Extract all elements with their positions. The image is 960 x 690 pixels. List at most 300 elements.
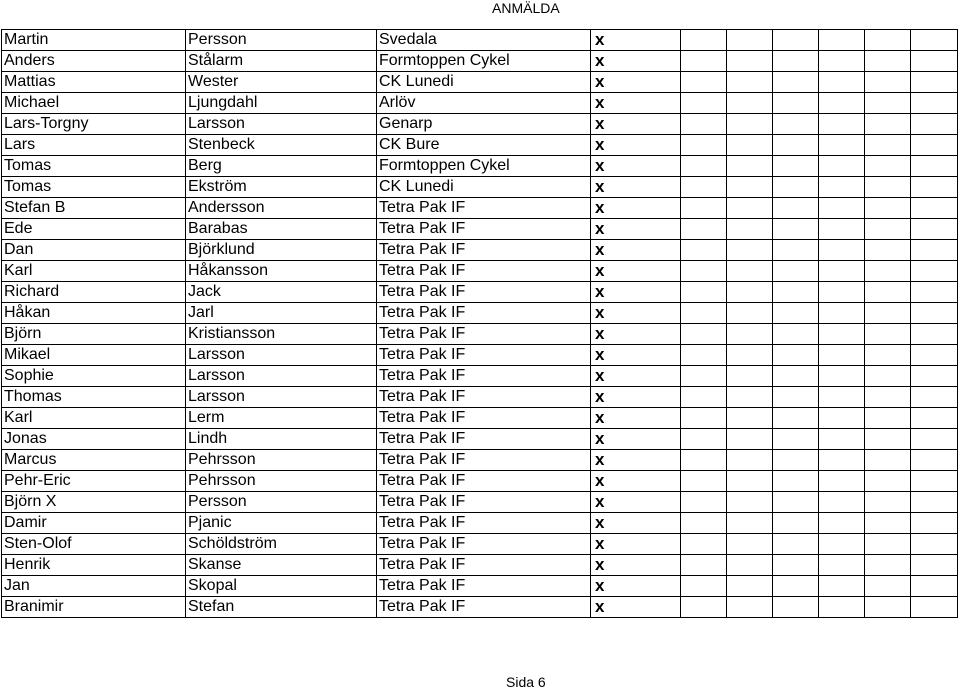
empty-cell (911, 51, 958, 72)
last-name-cell: Stålarm (186, 51, 377, 72)
empty-cell (727, 30, 773, 51)
empty-cell (681, 366, 727, 387)
empty-cell (911, 366, 958, 387)
first-name-cell: Lars-Torgny (2, 114, 186, 135)
empty-cell (773, 408, 819, 429)
registered-mark-cell: x (591, 324, 681, 345)
empty-cell (911, 93, 958, 114)
registered-mark-cell: x (591, 471, 681, 492)
empty-cell (865, 345, 911, 366)
empty-cell (865, 597, 911, 618)
empty-cell (773, 303, 819, 324)
registered-mark-cell: x (591, 576, 681, 597)
empty-cell (727, 177, 773, 198)
registered-mark-cell: x (591, 72, 681, 93)
first-name-cell: Henrik (2, 555, 186, 576)
empty-cell (681, 156, 727, 177)
registered-mark-cell: x (591, 555, 681, 576)
empty-cell (819, 324, 865, 345)
empty-cell (819, 51, 865, 72)
empty-cell (773, 93, 819, 114)
empty-cell (773, 513, 819, 534)
empty-cell (865, 72, 911, 93)
empty-cell (773, 240, 819, 261)
empty-cell (727, 555, 773, 576)
empty-cell (865, 156, 911, 177)
club-cell: Tetra Pak IF (377, 324, 591, 345)
empty-cell (727, 51, 773, 72)
empty-cell (911, 429, 958, 450)
club-cell: Svedala (377, 30, 591, 51)
empty-cell (865, 429, 911, 450)
last-name-cell: Ekström (186, 177, 377, 198)
empty-cell (773, 72, 819, 93)
empty-cell (681, 30, 727, 51)
club-cell: Tetra Pak IF (377, 450, 591, 471)
empty-cell (819, 492, 865, 513)
empty-cell (911, 177, 958, 198)
registered-mark-cell: x (591, 429, 681, 450)
last-name-cell: Persson (186, 492, 377, 513)
empty-cell (773, 555, 819, 576)
empty-cell (681, 471, 727, 492)
registered-mark-cell: x (591, 450, 681, 471)
empty-cell (865, 114, 911, 135)
first-name-cell: Pehr-Eric (2, 471, 186, 492)
first-name-cell: Anders (2, 51, 186, 72)
empty-cell (773, 450, 819, 471)
first-name-cell: Damir (2, 513, 186, 534)
empty-cell (911, 471, 958, 492)
empty-cell (865, 135, 911, 156)
first-name-cell: Martin (2, 30, 186, 51)
registered-mark-cell: x (591, 387, 681, 408)
empty-cell (727, 93, 773, 114)
empty-cell (727, 135, 773, 156)
empty-cell (819, 576, 865, 597)
empty-cell (911, 492, 958, 513)
empty-cell (911, 156, 958, 177)
empty-cell (911, 513, 958, 534)
empty-cell (773, 51, 819, 72)
first-name-cell: Sten-Olof (2, 534, 186, 555)
registered-mark-cell: x (591, 366, 681, 387)
empty-cell (727, 513, 773, 534)
empty-cell (681, 282, 727, 303)
club-cell: Tetra Pak IF (377, 408, 591, 429)
empty-cell (727, 387, 773, 408)
empty-cell (911, 219, 958, 240)
empty-cell (681, 198, 727, 219)
table-row (2, 513, 958, 534)
table-row (2, 198, 958, 219)
first-name-cell: Richard (2, 282, 186, 303)
first-name-cell: Karl (2, 261, 186, 282)
empty-cell (819, 429, 865, 450)
empty-cell (681, 72, 727, 93)
empty-cell (727, 597, 773, 618)
empty-cell (681, 408, 727, 429)
table-row (2, 324, 958, 345)
empty-cell (773, 387, 819, 408)
first-name-cell: Karl (2, 408, 186, 429)
last-name-cell: Stefan (186, 597, 377, 618)
last-name-cell: Pehrsson (186, 450, 377, 471)
table-row (2, 303, 958, 324)
empty-cell (819, 240, 865, 261)
empty-cell (819, 135, 865, 156)
empty-cell (865, 93, 911, 114)
empty-cell (819, 72, 865, 93)
empty-cell (773, 261, 819, 282)
last-name-cell: Kristiansson (186, 324, 377, 345)
first-name-cell: Jan (2, 576, 186, 597)
empty-cell (681, 114, 727, 135)
club-cell: Tetra Pak IF (377, 534, 591, 555)
registered-mark-cell: x (591, 345, 681, 366)
empty-cell (911, 261, 958, 282)
club-cell: Tetra Pak IF (377, 303, 591, 324)
empty-cell (865, 366, 911, 387)
last-name-cell: Skanse (186, 555, 377, 576)
club-cell: Formtoppen Cykel (377, 51, 591, 72)
empty-cell (773, 492, 819, 513)
empty-cell (727, 366, 773, 387)
empty-cell (681, 240, 727, 261)
club-cell: Tetra Pak IF (377, 282, 591, 303)
last-name-cell: Larsson (186, 114, 377, 135)
empty-cell (911, 72, 958, 93)
last-name-cell: Pehrsson (186, 471, 377, 492)
registered-mark-cell: x (591, 282, 681, 303)
registered-mark-cell: x (591, 135, 681, 156)
table-row (2, 240, 958, 261)
club-cell: Tetra Pak IF (377, 576, 591, 597)
table-row (2, 555, 958, 576)
table-row (2, 93, 958, 114)
empty-cell (773, 345, 819, 366)
empty-cell (773, 198, 819, 219)
empty-cell (865, 408, 911, 429)
last-name-cell: Jarl (186, 303, 377, 324)
table-row (2, 51, 958, 72)
empty-cell (911, 534, 958, 555)
registered-mark-cell: x (591, 114, 681, 135)
empty-cell (911, 408, 958, 429)
empty-cell (819, 219, 865, 240)
empty-cell (727, 576, 773, 597)
table-row (2, 366, 958, 387)
empty-cell (819, 513, 865, 534)
empty-cell (911, 30, 958, 51)
empty-cell (681, 534, 727, 555)
registered-mark-cell: x (591, 30, 681, 51)
empty-cell (911, 387, 958, 408)
empty-cell (773, 219, 819, 240)
empty-cell (773, 429, 819, 450)
first-name-cell: Stefan B (2, 198, 186, 219)
table-row (2, 345, 958, 366)
registered-mark-cell: x (591, 261, 681, 282)
empty-cell (773, 135, 819, 156)
empty-cell (819, 114, 865, 135)
table-row (2, 30, 958, 51)
empty-cell (865, 492, 911, 513)
empty-cell (865, 51, 911, 72)
registered-mark-cell: x (591, 93, 681, 114)
club-cell: Arlöv (377, 93, 591, 114)
last-name-cell: Larsson (186, 345, 377, 366)
empty-cell (819, 177, 865, 198)
last-name-cell: Håkansson (186, 261, 377, 282)
club-cell: Tetra Pak IF (377, 366, 591, 387)
empty-cell (681, 324, 727, 345)
empty-cell (773, 156, 819, 177)
registered-mark-cell: x (591, 198, 681, 219)
empty-cell (865, 324, 911, 345)
club-cell: Formtoppen Cykel (377, 156, 591, 177)
empty-cell (727, 261, 773, 282)
table-row (2, 156, 958, 177)
empty-cell (911, 282, 958, 303)
first-name-cell: Tomas (2, 177, 186, 198)
first-name-cell: Thomas (2, 387, 186, 408)
registered-mark-cell: x (591, 534, 681, 555)
empty-cell (819, 366, 865, 387)
last-name-cell: Lerm (186, 408, 377, 429)
empty-cell (819, 93, 865, 114)
empty-cell (773, 114, 819, 135)
empty-cell (773, 366, 819, 387)
empty-cell (865, 450, 911, 471)
table-row (2, 576, 958, 597)
registered-mark-cell: x (591, 303, 681, 324)
table-row (2, 471, 958, 492)
empty-cell (681, 219, 727, 240)
first-name-cell: Michael (2, 93, 186, 114)
empty-cell (911, 597, 958, 618)
table-row (2, 429, 958, 450)
table-row (2, 219, 958, 240)
empty-cell (911, 345, 958, 366)
registered-mark-cell: x (591, 597, 681, 618)
empty-cell (911, 240, 958, 261)
empty-cell (911, 303, 958, 324)
table-row (2, 282, 958, 303)
registered-mark-cell: x (591, 177, 681, 198)
empty-cell (819, 534, 865, 555)
club-cell: Tetra Pak IF (377, 219, 591, 240)
table-row (2, 492, 958, 513)
registered-column-header: ANMÄLDA (492, 0, 560, 16)
empty-cell (681, 576, 727, 597)
club-cell: Tetra Pak IF (377, 492, 591, 513)
last-name-cell: Pjanic (186, 513, 377, 534)
empty-cell (773, 534, 819, 555)
empty-cell (819, 345, 865, 366)
empty-cell (819, 282, 865, 303)
first-name-cell: Lars (2, 135, 186, 156)
empty-cell (865, 303, 911, 324)
empty-cell (681, 597, 727, 618)
empty-cell (773, 471, 819, 492)
empty-cell (681, 261, 727, 282)
participant-table-body (2, 30, 958, 618)
empty-cell (911, 576, 958, 597)
empty-cell (681, 492, 727, 513)
first-name-cell: Marcus (2, 450, 186, 471)
club-cell: CK Lunedi (377, 72, 591, 93)
empty-cell (727, 429, 773, 450)
last-name-cell: Barabas (186, 219, 377, 240)
last-name-cell: Wester (186, 72, 377, 93)
club-cell: Tetra Pak IF (377, 429, 591, 450)
empty-cell (819, 387, 865, 408)
club-cell: CK Bure (377, 135, 591, 156)
first-name-cell: Björn (2, 324, 186, 345)
empty-cell (865, 555, 911, 576)
club-cell: Tetra Pak IF (377, 261, 591, 282)
empty-cell (865, 534, 911, 555)
last-name-cell: Lindh (186, 429, 377, 450)
empty-cell (819, 408, 865, 429)
empty-cell (865, 198, 911, 219)
club-cell: CK Lunedi (377, 177, 591, 198)
empty-cell (727, 72, 773, 93)
empty-cell (865, 282, 911, 303)
empty-cell (681, 450, 727, 471)
empty-cell (681, 429, 727, 450)
empty-cell (865, 387, 911, 408)
empty-cell (727, 345, 773, 366)
empty-cell (727, 303, 773, 324)
last-name-cell: Larsson (186, 366, 377, 387)
empty-cell (819, 198, 865, 219)
empty-cell (865, 177, 911, 198)
club-cell: Tetra Pak IF (377, 597, 591, 618)
empty-cell (727, 219, 773, 240)
empty-cell (681, 513, 727, 534)
empty-cell (727, 156, 773, 177)
empty-cell (727, 198, 773, 219)
last-name-cell: Stenbeck (186, 135, 377, 156)
empty-cell (773, 30, 819, 51)
last-name-cell: Larsson (186, 387, 377, 408)
empty-cell (727, 471, 773, 492)
last-name-cell: Schöldström (186, 534, 377, 555)
participant-table (1, 29, 958, 618)
last-name-cell: Andersson (186, 198, 377, 219)
empty-cell (819, 555, 865, 576)
empty-cell (681, 555, 727, 576)
first-name-cell: Björn X (2, 492, 186, 513)
registered-mark-cell: x (591, 240, 681, 261)
table-row (2, 177, 958, 198)
table-row (2, 114, 958, 135)
page-number: Sida 6 (506, 674, 546, 690)
first-name-cell: Branimir (2, 597, 186, 618)
empty-cell (865, 576, 911, 597)
club-cell: Tetra Pak IF (377, 198, 591, 219)
last-name-cell: Ljungdahl (186, 93, 377, 114)
empty-cell (911, 450, 958, 471)
empty-cell (911, 324, 958, 345)
club-cell: Tetra Pak IF (377, 471, 591, 492)
first-name-cell: Sophie (2, 366, 186, 387)
empty-cell (727, 240, 773, 261)
table-row (2, 450, 958, 471)
empty-cell (819, 597, 865, 618)
empty-cell (681, 177, 727, 198)
table-row (2, 597, 958, 618)
empty-cell (773, 597, 819, 618)
first-name-cell: Ede (2, 219, 186, 240)
empty-cell (819, 471, 865, 492)
club-cell: Genarp (377, 114, 591, 135)
empty-cell (911, 114, 958, 135)
club-cell: Tetra Pak IF (377, 513, 591, 534)
club-cell: Tetra Pak IF (377, 555, 591, 576)
empty-cell (865, 261, 911, 282)
table-row (2, 135, 958, 156)
table-row (2, 72, 958, 93)
registered-mark-cell: x (591, 156, 681, 177)
empty-cell (773, 282, 819, 303)
empty-cell (865, 471, 911, 492)
empty-cell (681, 303, 727, 324)
last-name-cell: Skopal (186, 576, 377, 597)
empty-cell (865, 513, 911, 534)
last-name-cell: Jack (186, 282, 377, 303)
empty-cell (681, 135, 727, 156)
empty-cell (681, 387, 727, 408)
empty-cell (727, 114, 773, 135)
empty-cell (865, 219, 911, 240)
last-name-cell: Persson (186, 30, 377, 51)
empty-cell (681, 345, 727, 366)
empty-cell (819, 30, 865, 51)
empty-cell (727, 492, 773, 513)
empty-cell (727, 450, 773, 471)
empty-cell (727, 534, 773, 555)
club-cell: Tetra Pak IF (377, 387, 591, 408)
empty-cell (819, 156, 865, 177)
first-name-cell: Mikael (2, 345, 186, 366)
empty-cell (911, 135, 958, 156)
table-row (2, 408, 958, 429)
empty-cell (727, 282, 773, 303)
registered-mark-cell: x (591, 492, 681, 513)
empty-cell (865, 240, 911, 261)
empty-cell (681, 51, 727, 72)
registered-mark-cell: x (591, 513, 681, 534)
table-row (2, 387, 958, 408)
first-name-cell: Jonas (2, 429, 186, 450)
empty-cell (727, 408, 773, 429)
registered-mark-cell: x (591, 408, 681, 429)
empty-cell (773, 177, 819, 198)
empty-cell (819, 261, 865, 282)
last-name-cell: Björklund (186, 240, 377, 261)
registered-mark-cell: x (591, 51, 681, 72)
empty-cell (819, 450, 865, 471)
empty-cell (681, 93, 727, 114)
empty-cell (819, 303, 865, 324)
table-row (2, 534, 958, 555)
first-name-cell: Dan (2, 240, 186, 261)
table-row (2, 261, 958, 282)
first-name-cell: Håkan (2, 303, 186, 324)
